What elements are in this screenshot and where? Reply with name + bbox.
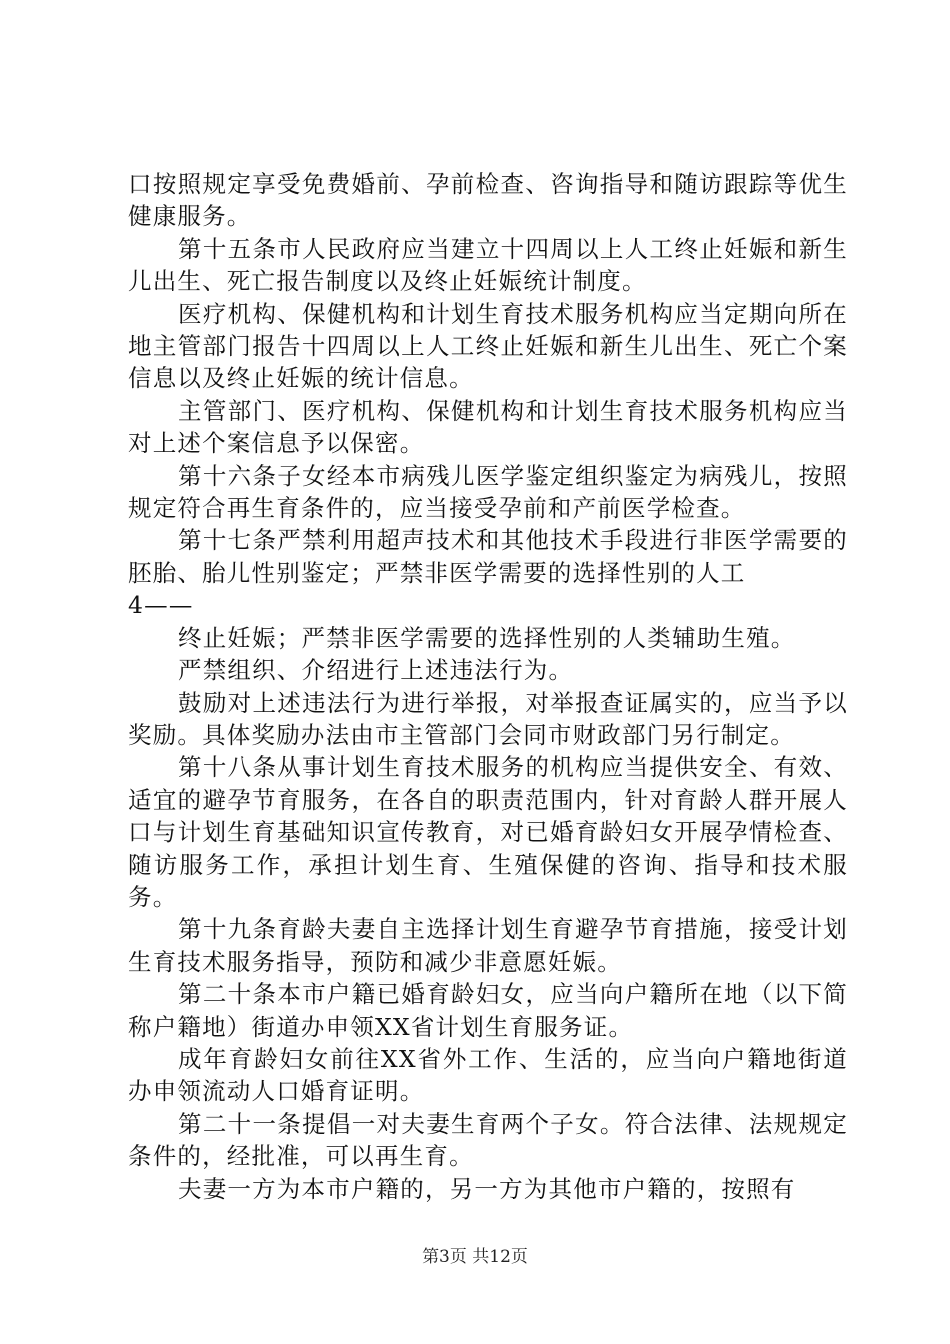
paragraph: 夫妻一方为本市户籍的，另一方为其他市户籍的，按照有 [178, 1174, 796, 1203]
paragraph: 医疗机构、保健机构和计划生育技术服务机构应当定期向所在地主管部门报告十四周以上人工终止妊娠和新生儿出生、死亡个案信息以及终止妊娠的统计信息。 [128, 299, 848, 393]
paragraph: 口按照规定享受免费婚前、孕前检查、咨询指导和随访跟踪等优生健康服务。 [128, 170, 848, 231]
page-footer [0, 1242, 950, 1267]
paragraph: 第十五条市人民政府应当建立十四周以上人工终止妊娠和新生儿出生、死亡报告制度以及终止妊娠统计制度。 [128, 234, 848, 296]
paragraph: 第十六条子女经本市病残儿医学鉴定组织鉴定为病残儿，按照规定符合再生育条件的，应当接受孕前和产前医学检查。 [128, 461, 848, 523]
paragraph: 成年育龄妇女前往XX省外工作、生活的，应当向户籍地街道办申领流动人口婚育证明。 [128, 1044, 848, 1106]
paragraph: 第二十一条提倡一对夫妻生育两个子女。符合法律、法规规定条件的，经批准，可以再生育。 [128, 1109, 848, 1171]
page-break-marker: 4—— [128, 591, 194, 620]
paragraph: 第二十条本市户籍已婚育龄妇女，应当向户籍所在地（以下简称户籍地）街道办申领XX省计划生育服务证。 [128, 980, 848, 1041]
paragraph: 严禁组织、介绍进行上述违法行为。 [178, 656, 574, 685]
paragraph: 第十七条严禁利用超声技术和其他技术手段进行非医学需要的胚胎、胎儿性别鉴定；严禁非医学需要的选择性别的人工 [128, 526, 848, 587]
document-body [128, 168, 848, 1205]
paragraph: 主管部门、医疗机构、保健机构和计划生育技术服务机构应当对上述个案信息予以保密。 [128, 396, 848, 458]
paragraph: 鼓励对上述违法行为进行举报，对举报查证属实的，应当予以奖励。具体奖励办法由市主管部门会同市财政部门另行制定。 [128, 688, 848, 749]
paragraph: 终止妊娠；严禁非医学需要的选择性别的人类辅助生殖。 [178, 623, 796, 652]
paragraph: 第十八条从事计划生育技术服务的机构应当提供安全、有效、适宜的避孕节育服务，在各自的职责范围内，针对育龄人群开展人口与计划生育基础知识宣传教育，对已婚育龄妇女开展孕情检查、随访服务工作，承担计划生育、生殖保健的咨询、指导和技术服务。 [128, 753, 848, 911]
paragraph: 第十九条育龄夫妻自主选择计划生育避孕节育措施，接受计划生育技术服务指导，预防和减少非意愿妊娠。 [128, 915, 848, 976]
page-number: 第3页 共12页 [422, 1247, 528, 1267]
